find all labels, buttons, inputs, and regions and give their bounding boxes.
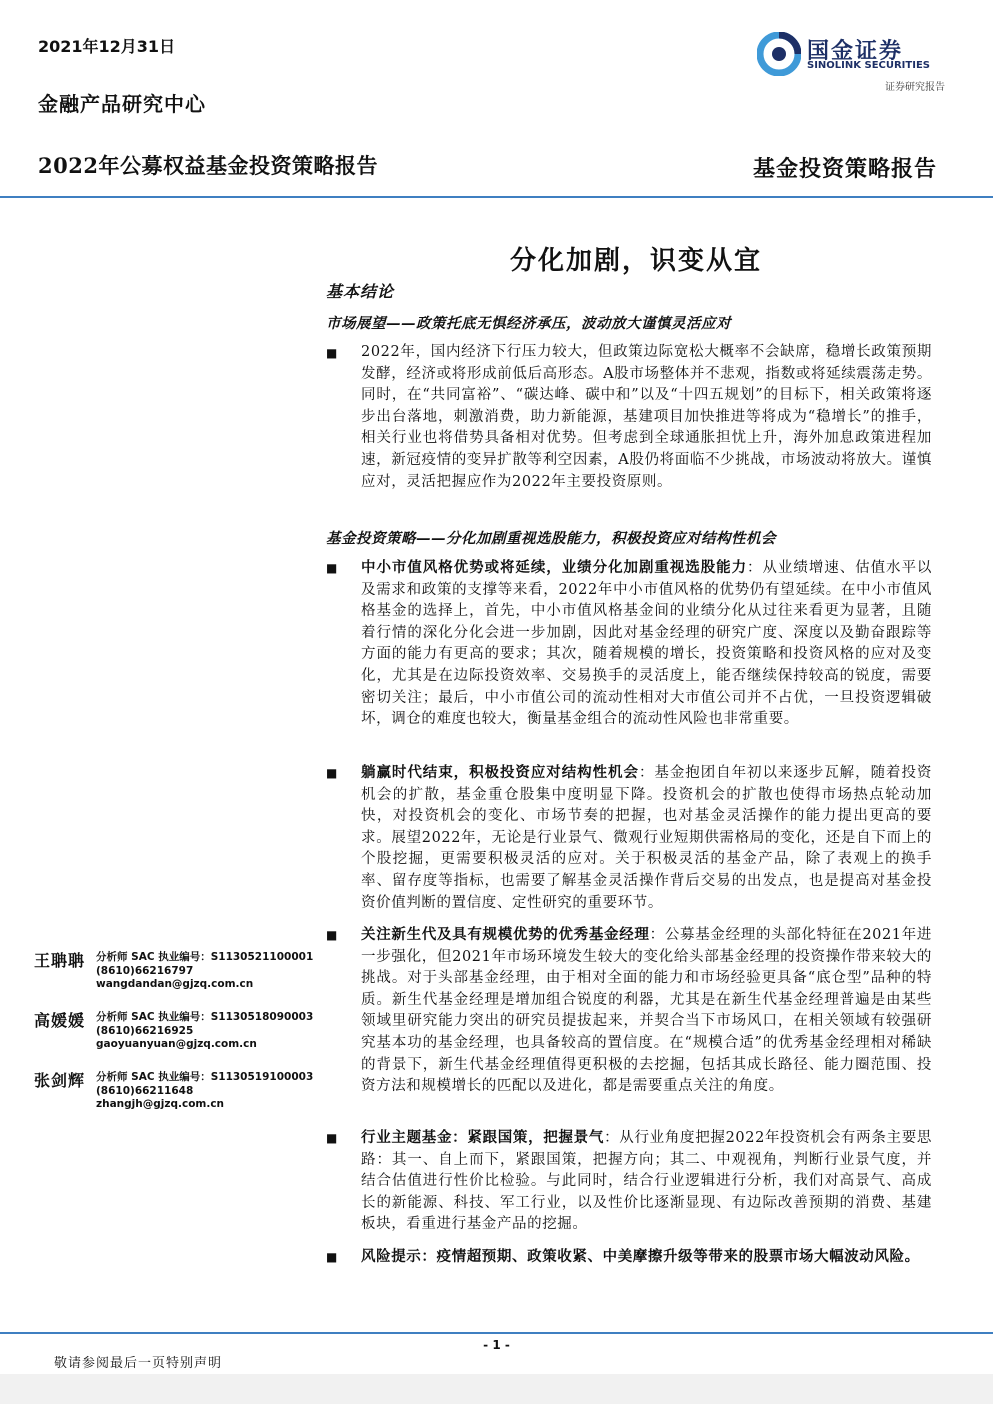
market-bullet-text: 2022年，国内经济下行压力较大，但政策边际宽松大概率不会缺席，稳增长政策预期发酵，经济或将形成前低后高形态。A股市场整体并不悲观，指数或将延续震荡走势。同时，在“共同富裕”、“碳达峰、碳中和”以及“十四五规划”的目标下，相关政策将逐步出台落地，刺激消费，助力新能源，基建项目加快推进等将成为“稳增长”的推手，相关行业也将借势具备相对优势。但考虑到全球通胀担忧上升，海外加息政策进程加速，新冠疫情的变异扩散等利空因素，A股仍将面临不少挑战，市场波动将放大。谨慎应对，灵活把握应作为2022年主要投资原则。	[361, 344, 932, 490]
department-name: 金融产品研究中心	[38, 92, 206, 116]
analyst-phone: (8610)66216925	[96, 1024, 194, 1037]
bullet-text: ：基金抱团自年初以来逐步瓦解，随着投资机会的扩散，基金重仓股集中度明显下降。投资机会的扩散也使得市场热点轮动加快，对投资机会的变化、市场节奏的把握，也对基金灵活操作的能力提出更高的要求。展望2022年，无论是行业景气、微观行业短期供需格局的变化，还是自下而上的个股挖掘，更需要积极灵活的应对。关于积极灵活的基金产品，除了表观上的换手率、留存度等指标，也需要了解基金灵活操作背后交易的出发点，也是提高对基金投资价值判断的置信度、定性研究的重要环节。	[361, 765, 932, 911]
market-bullet	[326, 342, 932, 493]
report-type: 基金投资策略报告	[752, 156, 937, 182]
bullet-lead: 躺赢时代结束，积极投资应对结构性机会	[361, 764, 639, 781]
analyst-email[interactable]: gaoyuanyuan@gjzq.com.cn	[96, 1038, 257, 1050]
footer-disclaimer: 敬请参阅最后一页特别声明	[54, 1356, 223, 1371]
risk-text: 疫情超预期、政策收紧、中美摩擦升级等带来的股票市场大幅波动风险。	[436, 1248, 920, 1265]
bullet-square-icon: ■	[326, 1131, 338, 1145]
analyst-email[interactable]: wangdandan@gjzq.com.cn	[96, 978, 254, 990]
logo-name-cn: 国金证券	[807, 39, 904, 64]
bullet-lead: 行业主题基金：紧跟国策，把握景气	[361, 1129, 605, 1146]
bullet-text: ：从行业角度把握2022年投资机会有两条主要思路：其一、自上而下，紧跟国策，把握方向；其二、中观视角，判断行业景气度，并结合估值进行性价比检验。与此同时，结合行业逻辑进行分析，我们对高景气、高成长的新能源、科技、军工行业，以及性价比逐渐显现、有边际改善预期的消费、基建板块，看重进行基金产品的挖掘。	[361, 1130, 932, 1233]
company-logo	[757, 32, 947, 92]
strategy-subhead: 基金投资策略——分化加剧重视选股能力，积极投资应对结构性机会	[326, 530, 776, 547]
analyst-name: 高媛媛	[34, 1011, 86, 1030]
strategy-bullet-4	[326, 1127, 932, 1236]
report-title: 2022年公募权益基金投资策略报告	[38, 153, 378, 178]
bullet-text: ：从业绩增速、估值水平以及需求和政策的支撑等来看，2022年中小市值风格的优势仍有望延续。在中小市值风格基金的选择上，首先，中小市值风格基金间的业绩分化从过往来看更为显著，且随着行情的深化分化会进一步加剧，因此对基金经理的研究广度、深度以及勤奋跟踪等方面的能力有更高的要求；其次，随着规模的增长，投资策略和投资风格的应对及变化，尤其是在边际投资效率、交易换手的灵活度上，能否继续保持较高的锐度，需要密切关注；最后，中小市值公司的流动性相对大市值公司并不占优，一旦投资逻辑破坏，调仓的难度也较大，衡量基金组合的流动性风险也非常重要。	[361, 560, 933, 728]
section-title: 基本结论	[326, 282, 395, 301]
bullet-square-icon: ■	[326, 346, 338, 360]
bottom-band	[0, 1374, 993, 1404]
header-rule	[0, 196, 993, 198]
logo-mark-icon	[757, 32, 801, 76]
bullet-text: ：公募基金经理的头部化特征在2021年进一步强化，但2021年市场环境发生较大的变化给头部基金经理的投资操作带来较大的挑战。对于头部基金经理，由于相对全面的能力和市场经验更具备“底仓型”品种的特质。新生代基金经理是增加组合锐度的利器，尤其是在新生代基金经理普遍是由某些领域里研究能力突出的研究员提拔起来，并契合当下市场风口，在相关领域有较强研究基本功的基金经理，也具备较高的置信度。在“规模合适”的优秀基金经理相对稀缺的背景下，新生代基金经理值得更积极的去挖掘，包括其成长路径、能力圈范围、投资方法和规模增长的匹配以及进化，都是需要重点关注的角度。	[361, 927, 932, 1095]
headline: 分化加剧，识变从宜	[509, 246, 762, 276]
strategy-bullet-1	[326, 557, 932, 731]
page-number: - 1 -	[483, 1338, 510, 1352]
bullet-square-icon: ■	[326, 928, 338, 942]
report-date: 2021年12月31日	[38, 37, 176, 56]
analyst-cert: 分析师 SAC 执业编号：S1130519100003	[96, 1071, 314, 1083]
analyst-info	[96, 1071, 313, 1112]
bullet-lead: 中小市值风格优势或将延续，业绩分化加剧重视选股能力	[361, 559, 748, 576]
bullet-square-icon: ■	[326, 766, 338, 780]
bullet-square-icon: ■	[326, 561, 338, 575]
bullet-lead: 关注新生代及具有规模优势的优秀基金经理	[361, 926, 650, 943]
bullet-square-icon: ■	[326, 1250, 338, 1264]
analyst-email[interactable]: zhangjh@gjzq.com.cn	[96, 1098, 225, 1110]
analyst-name: 王聃聃	[34, 951, 86, 970]
strategy-bullet-3	[326, 924, 932, 1098]
analyst-info	[96, 1011, 313, 1052]
analyst-cert: 分析师 SAC 执业编号：S1130518090003	[96, 1011, 314, 1023]
logo-subtitle: 证券研究报告	[885, 82, 945, 93]
risk-label: 风险提示：	[361, 1248, 437, 1265]
footer-rule	[0, 1332, 993, 1334]
analyst-phone: (8610)66211648	[96, 1084, 194, 1097]
analyst-info	[96, 951, 313, 992]
analyst-cert: 分析师 SAC 执业编号：S1130521100001	[96, 951, 314, 963]
analyst-phone: (8610)66216797	[96, 964, 194, 977]
logo-name-en: SINOLINK SECURITIES	[807, 60, 930, 71]
risk-bullet	[326, 1246, 932, 1268]
market-subhead: 市场展望——政策托底无惧经济承压，波动放大谨慎灵活应对	[326, 315, 731, 332]
strategy-bullet-2	[326, 762, 932, 914]
analyst-name: 张剑辉	[34, 1071, 86, 1090]
